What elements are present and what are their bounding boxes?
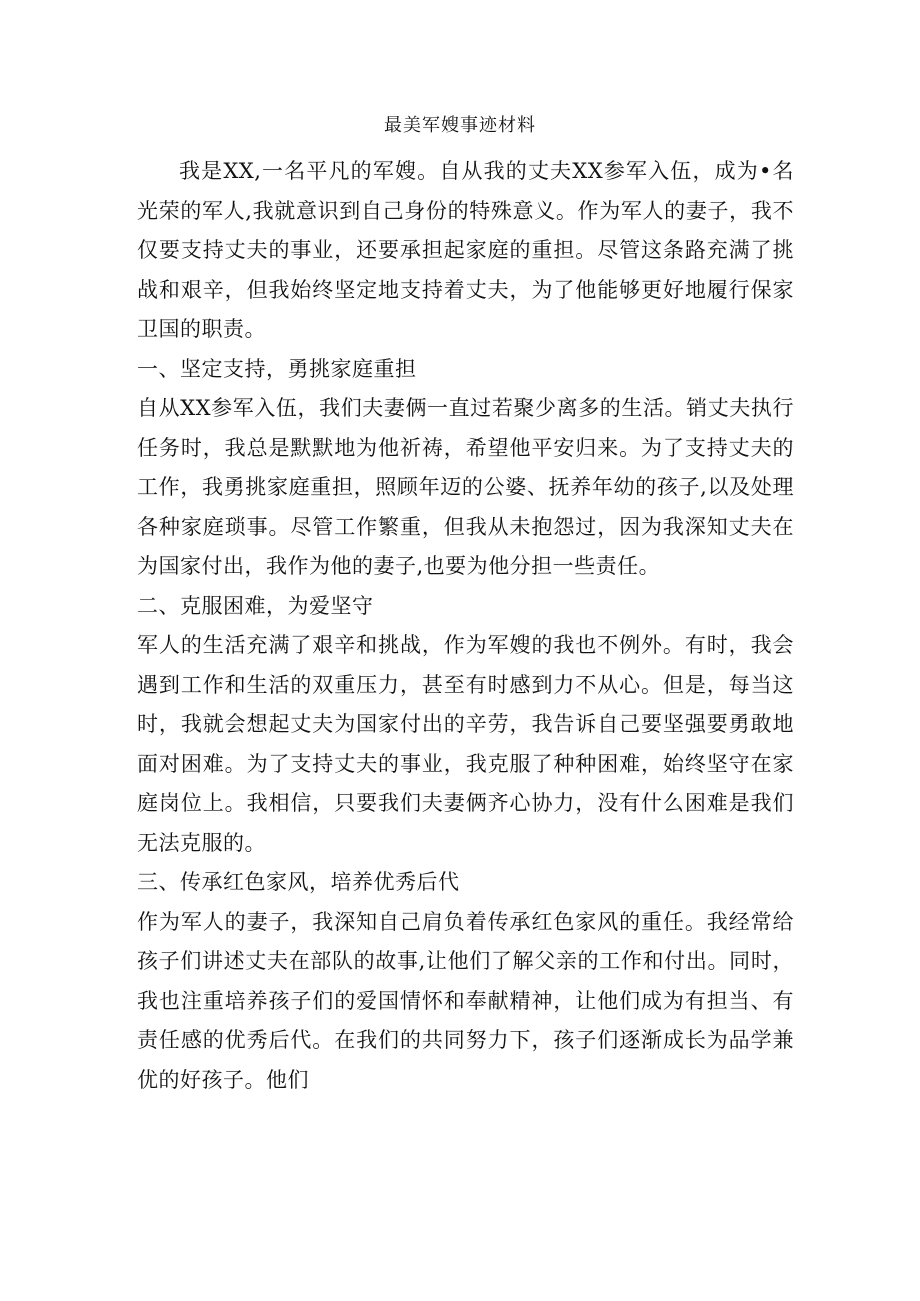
- intro-paragraph: 我是XX,一名平凡的军嫂。自从我的丈夫XX参军入伍，成为•名光荣的军人,我就意识到自己身份的特殊意义。作为军人的妻子，我不仅要支持丈夫的事业，还要承担起家庭的重担。尽管这条路充满了挑战和艰辛，但我始终坚定地支持着丈夫，为了他能够更好地履行保家卫国的职责。: [137, 159, 794, 341]
- section-paragraph-3: 作为军人的妻子，我深知自己肩负着传承红色家风的重任。我经常给孩子们讲述丈夫在部队的故事,让他们了解父亲的工作和付出。同时，我也注重培养孩子们的爱国情怀和奉献精神，让他们成为有担当、有责任感的优秀后代。在我们的共同努力下，孩子们逐渐成长为品学兼优的好孩子。他们: [137, 909, 794, 1092]
- section-heading-1: 一、坚定支持，勇挑家庭重担: [137, 356, 417, 381]
- section-paragraph-1: 自从XX参军入伍，我们夫妻俩一直过若聚少离多的生活。销丈夫执行任务时，我总是默默地为他祈祷，希望他平安归来。为了支持丈夫的工作，我勇挑家庭重担，照顾年迈的公婆、抚养年幼的孩子,以及处理各种家庭琐事。尽管工作繁重，但我从未抱怨过，因为我深知丈夫在为国家付出，我作为他的妻子,也要为他分担一些责任。: [137, 396, 794, 578]
- document-body: [137, 152, 794, 1100]
- section-paragraph-2: 军人的生活充满了艰辛和挑战，作为军嫂的我也不例外。有时，我会遇到工作和生活的双重压力，甚至有时感到力不从心。但是，每当这时，我就会想起丈夫为国家付出的辛劳，我告诉自己要坚强要勇敢地面对困难。为了支持丈夫的事业，我克服了种种困难，始终坚守在家庭岗位上。我相信，只要我们夫妻俩齐心协力，没有什么困难是我们无法克服的。: [137, 633, 794, 855]
- page-title: 最美军嫂事迹材料: [384, 115, 536, 136]
- section-heading-3: 三、传承红色家风，培养优秀后代: [137, 870, 460, 894]
- section-heading-2: 二、克服困难，为爱坚守: [137, 593, 374, 618]
